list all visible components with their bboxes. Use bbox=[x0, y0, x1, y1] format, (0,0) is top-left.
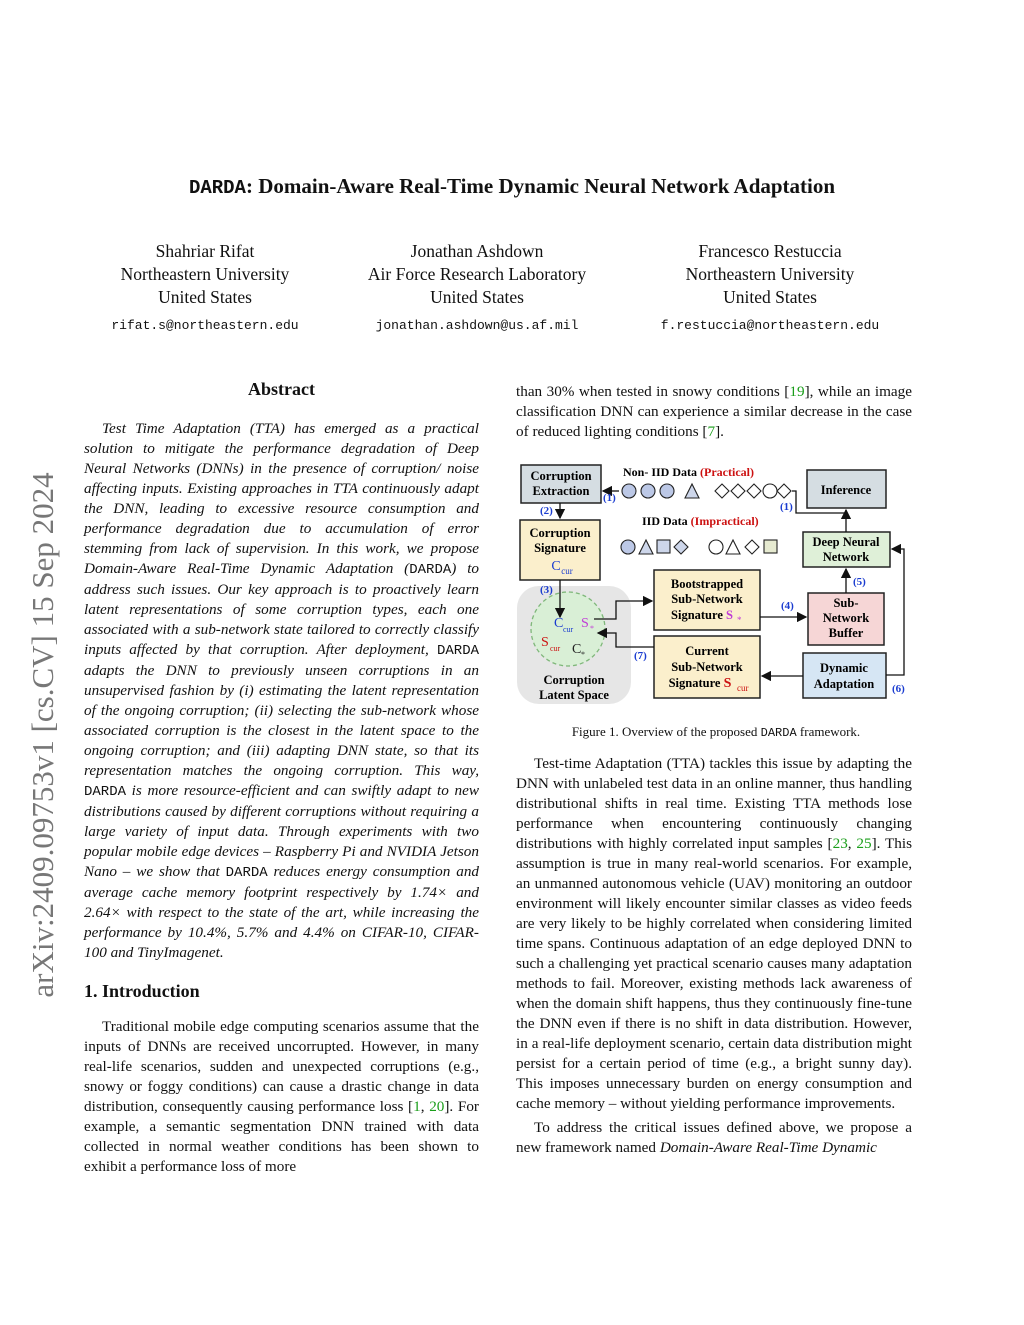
dnn-label: Network bbox=[822, 550, 870, 564]
section-heading-introduction: 1. Introduction bbox=[84, 981, 200, 1001]
latent-s-cur: S bbox=[541, 635, 549, 650]
figure-darda-overview bbox=[516, 457, 916, 719]
title-system-name: DARDA bbox=[188, 177, 246, 199]
author-name: Francesco Restuccia bbox=[698, 241, 842, 261]
citation-link[interactable]: 23 bbox=[832, 835, 848, 852]
iid-samples bbox=[621, 540, 777, 554]
latent-label: Latent Space bbox=[539, 688, 609, 702]
c-cur-symbol: C bbox=[551, 559, 561, 574]
intro-paragraph-1-continued: than 30% when tested in snowy conditions [19], while an image classification DNN can experience a similar decrease in the case of reduced lighting conditions [7]. bbox=[516, 383, 912, 440]
right-column-bottom bbox=[516, 754, 912, 1158]
title-rest: : Domain-Aware Real-Time Dynamic Neural Network Adaptation bbox=[245, 174, 836, 198]
bootstrapped-label: Sub-Network bbox=[671, 592, 743, 606]
citation-link[interactable]: 7 bbox=[707, 423, 716, 440]
dnn-label: Deep Neural bbox=[812, 535, 880, 549]
citation-link[interactable]: 1 bbox=[413, 1098, 421, 1115]
left-column bbox=[84, 379, 479, 1177]
author-1 bbox=[85, 240, 325, 337]
buffer-label: Sub- bbox=[833, 596, 859, 610]
bootstrapped-label: Bootstrapped bbox=[670, 577, 744, 591]
abstract-text: Test Time Adaptation (TTA) has emerged as a practical solution to mitigate the performance degradation of Deep Neural Networks (DNNs) in the presence of corruption/ noise affecting inputs. Existing approaches in TTA continuously adapt the DNN, leading to excessive resource consumption and performance degradation due to accumulation of error stemming from lack of supervision. In this work, we propose Domain-Aware Real-Time Dynamic Adaptation (DARDA) to address such issues. Our key approach is to proactively learn latent representations of some corruption types, each one associated with a sub-network state tailored to correctly classify inputs affected by that corruption. After deployment, DARDA adapts the DNN to previously unseen corruptions in an unsupervised fashion by (i) estimating the latent representation of the ongoing corruption; (ii) selecting the sub-network whose associated corruption is the closest in the latent space to the ongoing corruption; and (iii) adapting DNN state, so that its representation matches the ongoing corruption. This way, DARDA is more resource-efficient and can swiftly adapt to new distributions caused by different corruptions without requiring a large variety of input data. Through experiments with two popular mobile edge devices – Raspberry Pi and NVIDIA Jetson Nano – we show that DARDA reduces energy consumption and average cache memory footprint respectively by 1.74× and 2.64× with respect to the state of the art, while increasing the performance by 10.4%, 5.7% and 4.4% on CIFAR-10, CIFAR-100 and TinyImagenet. bbox=[84, 420, 480, 961]
author-affiliation: Northeastern University bbox=[685, 264, 855, 284]
author-email[interactable]: rifat.s@northeastern.edu bbox=[111, 318, 299, 333]
non-iid-label: Non- IID Data (Practical) bbox=[623, 465, 754, 479]
citation-link[interactable]: 19 bbox=[789, 383, 805, 400]
dynamic-adaptation-box bbox=[803, 653, 886, 698]
s-cur-subscript: cur bbox=[737, 683, 749, 693]
current-sig-label: Current bbox=[685, 644, 729, 658]
author-country: United States bbox=[158, 287, 252, 307]
author-affiliation: Northeastern University bbox=[120, 264, 290, 284]
dynamic-adaptation-label: Dynamic bbox=[820, 661, 868, 675]
buffer-label: Network bbox=[822, 611, 870, 625]
latent-s-star: S bbox=[581, 616, 589, 631]
author-affiliation: Air Force Research Laboratory bbox=[367, 264, 587, 284]
intro-paragraph-3: To address the critical issues defined above, we propose a new framework named Domain-Aware Real-Time Dynamic bbox=[516, 1119, 912, 1156]
author-country: United States bbox=[430, 287, 524, 307]
dynamic-adaptation-label: Adaptation bbox=[813, 677, 875, 691]
latent-c-star: C bbox=[572, 642, 582, 657]
latent-c-cur-sub: cur bbox=[563, 625, 574, 634]
latent-c-cur: C bbox=[554, 616, 564, 631]
corruption-extraction-label: Corruption bbox=[530, 469, 592, 483]
author-name: Shahriar Rifat bbox=[155, 241, 255, 261]
citation-link[interactable]: 20 bbox=[429, 1098, 445, 1115]
star-subscript: * bbox=[737, 615, 742, 625]
citation-link[interactable]: 25 bbox=[856, 835, 872, 852]
author-3 bbox=[635, 240, 905, 337]
latent-s-cur-sub: cur bbox=[550, 644, 561, 653]
svg-text:(5): (5) bbox=[853, 576, 866, 588]
author-email[interactable]: jonathan.ashdown@us.af.mil bbox=[375, 318, 579, 333]
framework-diagram bbox=[516, 457, 916, 719]
corruption-signature-label: Corruption bbox=[529, 526, 591, 540]
current-sig-label: Signature S bbox=[668, 676, 732, 691]
corruption-extraction-label: Extraction bbox=[532, 484, 590, 498]
non-iid-samples bbox=[622, 484, 791, 498]
svg-text:(3): (3) bbox=[540, 584, 553, 596]
paper-title bbox=[0, 174, 1024, 199]
buffer-label: Buffer bbox=[828, 626, 864, 640]
inference-label: Inference bbox=[820, 483, 872, 497]
arxiv-sidebar: arXiv:2409.09753v1 [cs.CV] 15 Sep 2024 bbox=[25, 472, 60, 998]
latent-label: Corruption bbox=[543, 673, 605, 687]
svg-text:(1): (1) bbox=[780, 501, 793, 513]
latent-star-sub: * bbox=[590, 624, 594, 633]
iid-label: IID Data (Impractical) bbox=[642, 514, 759, 528]
corruption-signature-label: Signature bbox=[534, 541, 586, 555]
c-cur-subscript: cur bbox=[561, 566, 573, 576]
bootstrapped-label: Signature S bbox=[671, 608, 733, 622]
author-name: Jonathan Ashdown bbox=[410, 241, 544, 261]
figure-caption: Figure 1. Overview of the proposed DARDA framework. bbox=[571, 724, 861, 740]
author-email[interactable]: f.restuccia@northeastern.edu bbox=[660, 318, 880, 333]
right-column-top bbox=[516, 382, 912, 442]
author-2 bbox=[337, 240, 617, 337]
author-country: United States bbox=[723, 287, 817, 307]
abstract-heading: Abstract bbox=[248, 379, 315, 399]
svg-text:(4): (4) bbox=[781, 600, 794, 612]
current-sig-label: Sub-Network bbox=[671, 660, 743, 674]
svg-text:(7): (7) bbox=[634, 650, 647, 662]
intro-paragraph-2: Test-time Adaptation (TTA) tackles this issue by adapting the DNN with unlabeled test data in an online manner, thus handling distributional shifts in real time. Existing TTA methods lose performance when encountering continuously changing distributions with highly correlated input samples [23, 25]. This assumption is true in many real-world scenarios. For example, an unmanned autonomous vehicle (UAV) monitoring an outdoor environment will likely encounter similar classes as video feeds are very likely to be highly correlated when considering limited time spans. Continuous adaptation of an edge deployed DNN to such a challenging yet practical scenario causes many adaptation methods to fail. Moreover, existing methods lack awareness of when the domain shift happens, thus they continuously fine-tune the DNN even if there is no shift in data distribution. However, in a real-life deployment scenario, certain data distribution might persist for a certain period of time (e.g., a bright sunny day). This imposes unnecessary burden on energy consumption and cache memory – without yielding performance improvements. bbox=[516, 755, 912, 1112]
svg-text:(6): (6) bbox=[892, 683, 905, 695]
latent-c-star-sub: * bbox=[581, 650, 585, 659]
svg-text:(1): (1) bbox=[603, 492, 616, 504]
intro-paragraph-1: Traditional mobile edge computing scenarios assume that the inputs of DNNs are received uncorrupted. However, in many real-life scenarios, sudden and unexpected corruptions (e.g., snowy or foggy conditions) can cause a drastic change in data distribution, consequently causing performance loss [1, 20]. For example, a semantic segmentation DNN trained with data collected in normal weather conditions has been shown to exhibit a performance loss of more bbox=[84, 1018, 479, 1175]
svg-text:(2): (2) bbox=[540, 505, 553, 517]
